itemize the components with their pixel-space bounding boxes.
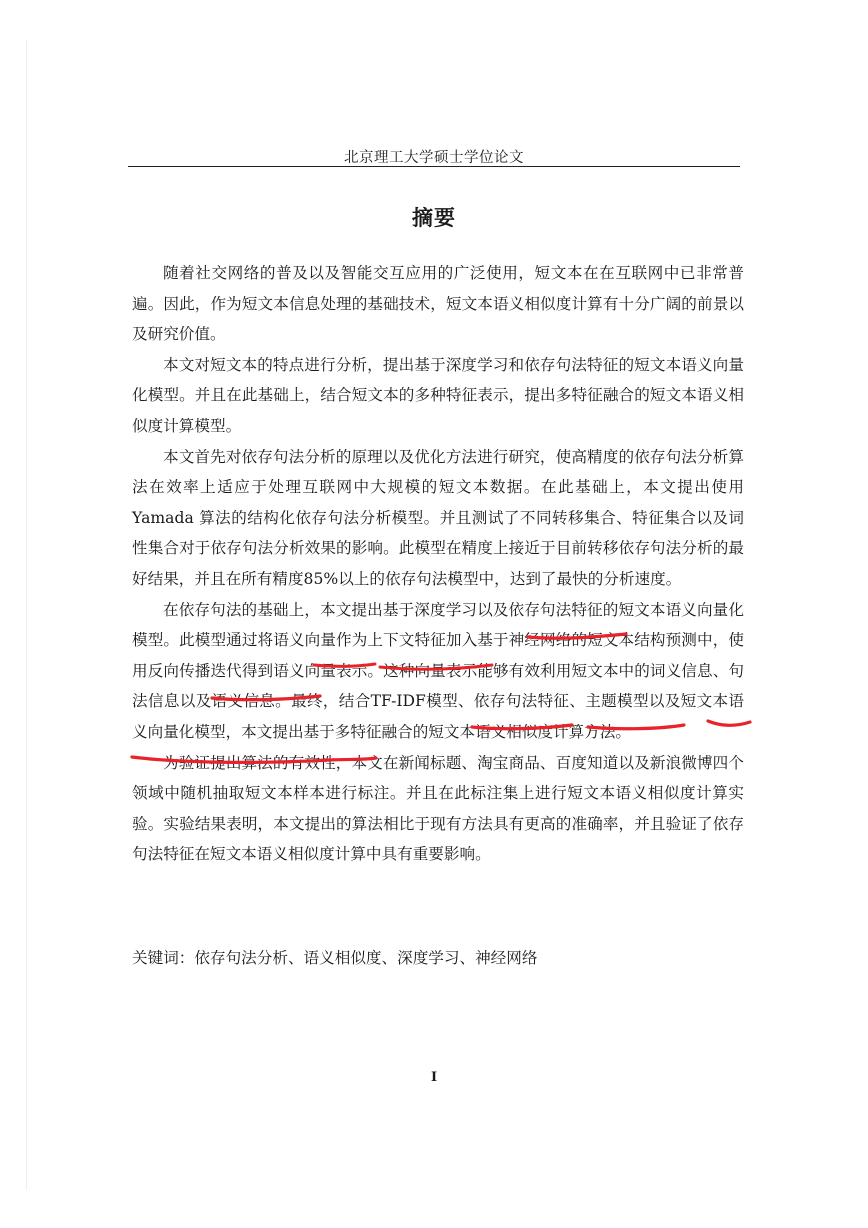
header-rule [128,166,740,167]
page-number: I [430,1070,438,1085]
abstract-paragraph-5: 为验证提出算法的有效性，本文在新闻标题、淘宝商品、百度知道以及新浪微博四个领域中随机抽取短文本样本进行标注。并且在此标注集上进行短文本语义相似度计算实验。实验结果表明，本文提出的算法相比于现有方法具有更高的准确率，并且验证了依存句法特征在短文本语义相似度计算中具有重要影响。 [132,753,744,864]
abstract-paragraph-1: 随着社交网络的普及以及智能交互应用的广泛使用，短文本在在互联网中已非常普遍。因此，作为短文本信息处理的基础技术，短文本语义相似度计算有十分广阔的前景以及研究价值。 [132,264,744,344]
abstract-paragraph-3: 本文首先对依存句法分析的原理以及优化方法进行研究，使高精度的依存句法分析算法在效率上适应于处理互联网中大规模的短文本数据。在此基础上，本文提出使用 Yamada 算法的结构化依存句法分析模型。并且测试了不同转移集合、特征集合以及词性集合对于依存句法分析效果的影响。此模型在精度上接近于目前转移依存句法分析的最好结果，并且在所有精度85%以上的依存句法模型中，达到了最快的分析速度。 [132,447,744,588]
keywords-line: 关键词：依存句法分析、语义相似度、深度学习、神经网络 [132,949,538,967]
abstract-paragraph-2: 本文对短文本的特点进行分析，提出基于深度学习和依存句法特征的短文本语义向量化模型。并且在此基础上，结合短文本的多种特征表示，提出多特征融合的短文本语义相似度计算模型。 [132,355,744,435]
abstract-paragraph-4: 在依存句法的基础上，本文提出基于深度学习以及依存句法特征的短文本语义向量化模型。此模型通过将语义向量作为上下文特征加入基于神经网络的短文本结构预测中，使用反向传播迭代得到语义向量表示。这种向量表示能够有效利用短文本中的词义信息、句法信息以及语义信息。最终，结合TF-IDF模型、依存句法特征、主题模型以及短文本语义向量化模型，本文提出基于多特征融合的短文本语义相似度计算方法。 [132,600,744,741]
abstract-heading: 摘要 [412,206,456,230]
page-edge-shadow [26,40,27,1190]
running-header: 北京理工大学硕士学位论文 [344,150,524,166]
abstract-body [132,258,744,870]
